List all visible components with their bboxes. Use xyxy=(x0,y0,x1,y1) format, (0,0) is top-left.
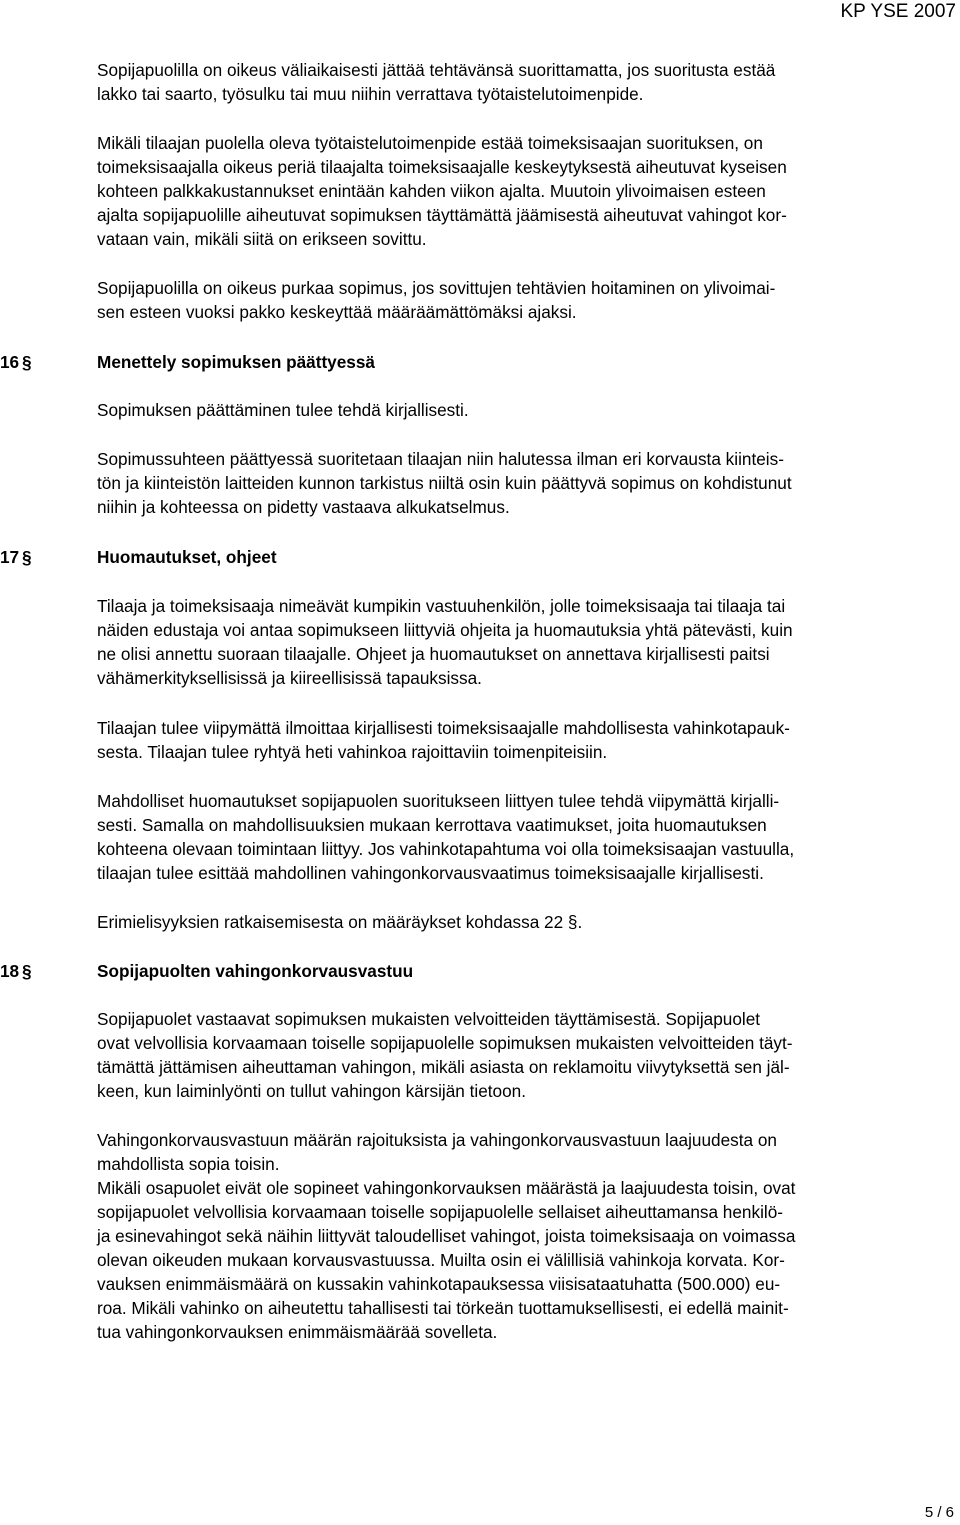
paragraph-work-stoppage-compensation xyxy=(97,131,959,251)
paragraph-termination-right xyxy=(97,276,959,324)
text-line: keen, kun laiminlyönti on tullut vahingon kärsijän tietoon. xyxy=(97,1081,526,1101)
paragraph-termination-written xyxy=(97,398,959,422)
text-line: tön ja kiinteistön laitteiden kunnon tarkistus niiltä osin kuin päättyvä sopimus on kohdistunut xyxy=(97,473,792,493)
section-title: Sopijapuolten vahingonkorvausvastuu xyxy=(97,961,414,981)
text-line: tilaajan tulee esittää mahdollinen vahingonkorvausvaatimus toimeksisaajalle kirjallisesti. xyxy=(97,863,764,883)
text-line: Sopimussuhteen päättyessä suoritetaan tilaajan niin halutessa ilman eri korvausta kiinteis- xyxy=(97,449,784,469)
text-line: Tilaajan tulee viipymättä ilmoittaa kirjallisesti toimeksisaajalle mahdollisesta vahinkotapauk- xyxy=(97,718,790,738)
text-line: ajalta sopijapuolille aiheutuvat sopimuksen täyttämättä jäämisestä aiheutuvat vahingot kor- xyxy=(97,205,787,225)
text-line: niihin ja kohteessa on pidetty vastaava alkukatselmus. xyxy=(97,497,510,517)
text-line: tua vahingonkorvauksen enimmäismäärää sovelleta. xyxy=(97,1322,498,1342)
section-title: Menettely sopimuksen päättyessä xyxy=(97,352,375,372)
text-line: lakko tai saarto, työsulku tai muu niihin verrattava työtaistelutoimenpide. xyxy=(97,84,644,104)
section-title: Huomautukset, ohjeet xyxy=(97,547,277,567)
text-line: sesti. Samalla on mahdollisuuksien mukaan kerrottava vaatimukset, joita huomautuksen xyxy=(97,815,767,835)
text-line: näiden edustaja voi antaa sopimukseen liittyviä ohjeita ja huomautuksia yhtä pätevästi, kuin xyxy=(97,620,793,640)
text-line: kohteen palkkakustannukset enintään kahden viikon ajalta. Muutoin ylivoimaisen esteen xyxy=(97,181,766,201)
section-heading-17 xyxy=(0,545,960,569)
text-line: Tilaaja ja toimeksisaaja nimeävät kumpikin vastuuhenkilön, jolle toimeksisaaja tai tilaaja tai xyxy=(97,596,786,616)
section-number: 17 xyxy=(0,547,20,567)
text-line: Mahdolliset huomautukset sopijapuolen suoritukseen liittyen tulee tehdä viipymättä kirjalli- xyxy=(97,791,780,811)
paragraph-final-inspection xyxy=(97,447,959,519)
text-line: sopijapuolet velvollisia korvaamaan toiselle sopijapuolelle sellaiset aiheuttamansa henkilö- xyxy=(97,1202,783,1222)
text-line: kohteena olevaan toimintaan liittyy. Jos vahinkotapahtuma voi olla toimeksisaajan vastuulla, xyxy=(97,839,795,859)
text-line: toimeksisaajalla oikeus periä tilaajalta toimeksisaajalle keskeytyksestä aiheutuvat kyseisen xyxy=(97,157,787,177)
text-line: ja esinevahingot sekä näihin liittyvät taloudelliset vahingot, joista toimeksisaaja on voimassa xyxy=(97,1226,796,1246)
paragraph-responsible-persons xyxy=(97,594,959,690)
text-line: roa. Mikäli vahinko on aiheutettu tahallisesti tai törkeän tuottamuksellisesti, ei edellä mainit- xyxy=(97,1298,789,1318)
page-number: 5 / 6 xyxy=(924,1504,954,1521)
text-line: tämättä jättämisen aiheuttaman vahingon, mikäli asiasta on reklamoitu viivytyksettä sen jäl- xyxy=(97,1057,790,1077)
text-line: sesta. Tilaajan tulee ryhtyä heti vahinkoa rajoittaviin toimenpiteisiin. xyxy=(97,742,608,762)
section-number: 18 xyxy=(0,961,20,981)
text-line: vauksen enimmäismäärä on kussakin vahinkotapauksessa viisisataatuhatta (500.000) eu- xyxy=(97,1274,781,1294)
section-symbol: § xyxy=(22,352,32,372)
section-symbol: § xyxy=(22,961,32,981)
text-line: sen esteen vuoksi pakko keskeyttää määräämättömäksi ajaksi. xyxy=(97,302,577,322)
text-line: Sopijapuolilla on oikeus väliaikaisesti jättää tehtävänsä suorittamatta, jos suoritusta estää xyxy=(97,60,776,80)
section-heading-18 xyxy=(0,959,960,983)
text-line: Sopimuksen päättäminen tulee tehdä kirjallisesti. xyxy=(97,400,469,420)
paragraph-disputes xyxy=(97,910,959,934)
text-line: olevan oikeuden mukaan korvausvastuussa. Muilta osin ei välillisiä vahinkoja korvata. Kor- xyxy=(97,1250,785,1270)
text-line: ovat velvollisia korvaamaan toiselle sopijapuolelle sopimuksen mukaisten velvoitteiden täyt- xyxy=(97,1033,793,1053)
text-line: ne olisi annettu suoraan tilaajalle. Ohjeet ja huomautukset on annettava kirjallisesti paitsi xyxy=(97,644,770,664)
text-line: Mikäli tilaajan puolella oleva työtaistelutoimenpide estää toimeksisaajan suorituksen, on xyxy=(97,133,763,153)
section-heading-16 xyxy=(0,350,960,374)
text-line: Vahingonkorvausvastuun määrän rajoituksista ja vahingonkorvausvastuun laajuudesta on xyxy=(97,1130,777,1150)
text-line: Sopijapuolilla on oikeus purkaa sopimus, jos sovittujen tehtävien hoitaminen on ylivoimai- xyxy=(97,278,776,298)
text-line: Erimielisyyksien ratkaisemisesta on määräykset kohdassa 22 §. xyxy=(97,912,583,932)
document-header: KP YSE 2007 xyxy=(840,1,956,22)
section-number: 16 xyxy=(0,352,20,372)
text-line: vataan vain, mikäli siitä on erikseen sovittu. xyxy=(97,229,427,249)
text-line: vähämerkityksellisissä ja kiireellisissä tapauksissa. xyxy=(97,668,482,688)
text-line: Sopijapuolet vastaavat sopimuksen mukaisten velvoitteiden täyttämisestä. Sopijapuolet xyxy=(97,1009,761,1029)
text-line: Mikäli osapuolet eivät ole sopineet vahingonkorvauksen määrästä ja laajuudesta toisin, ovat xyxy=(97,1178,796,1198)
paragraph-liability-limits xyxy=(97,1128,959,1344)
paragraph-liability-obligations xyxy=(97,1007,959,1103)
text-line: mahdollista sopia toisin. xyxy=(97,1154,280,1174)
paragraph-strike-right xyxy=(97,58,959,106)
paragraph-damage-notification xyxy=(97,716,959,764)
paragraph-remarks xyxy=(97,789,959,885)
section-symbol: § xyxy=(22,547,32,567)
